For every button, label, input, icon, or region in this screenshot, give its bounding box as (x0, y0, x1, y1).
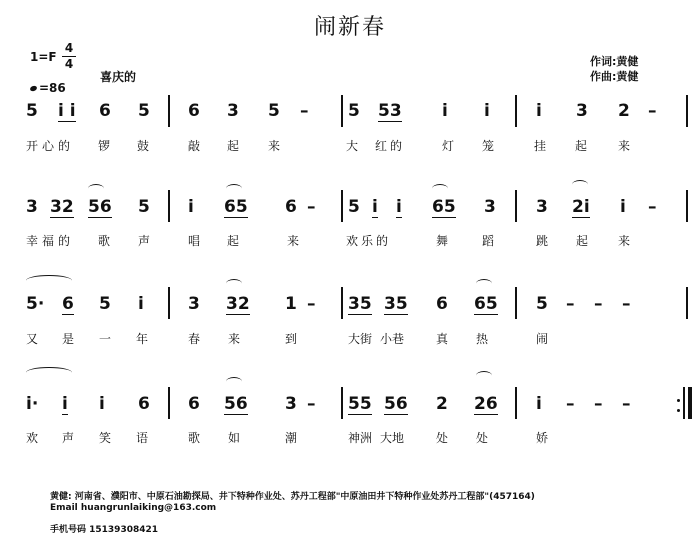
lyric: 如 (228, 431, 241, 445)
final-barline-thick (688, 387, 692, 419)
lyric: 笑 (99, 431, 112, 445)
note: 3 (188, 294, 200, 314)
note: 3 (26, 197, 38, 217)
slur (226, 279, 242, 288)
note: i (442, 101, 448, 121)
final-barline-thin (683, 387, 685, 419)
note: 56 (88, 197, 112, 217)
note: i (188, 197, 194, 217)
expression-marking: 喜庆的 (100, 70, 137, 84)
note: i (99, 394, 105, 414)
repeat-dot (677, 409, 680, 412)
lyric: 起 (575, 139, 588, 153)
note: 5 (348, 197, 360, 217)
barline (341, 387, 343, 419)
dash: – (648, 101, 657, 121)
barline (168, 287, 170, 319)
lyric: 声 (138, 234, 151, 248)
dash: – (594, 294, 603, 314)
lyric: 幸福的 (26, 234, 75, 248)
note: 5 (348, 101, 360, 121)
note: i (484, 101, 490, 121)
dash: – (300, 101, 309, 121)
lyric: 大地 (380, 431, 405, 445)
barline (686, 287, 688, 319)
lyric: 神洲 (348, 431, 373, 445)
lyric: 闹 (536, 332, 549, 346)
lyric: 起 (227, 234, 240, 248)
lyric: 到 (285, 332, 298, 346)
time-signature (62, 42, 76, 71)
lyric: 来 (287, 234, 300, 248)
note: 2 (436, 394, 448, 414)
score-row-3 (0, 283, 700, 373)
lyric: 处 (476, 431, 489, 445)
note: 3 (536, 197, 548, 217)
dash: – (307, 197, 316, 217)
lyric: 跳 (536, 234, 549, 248)
lyric: 唱 (188, 234, 201, 248)
score-row-1 (0, 95, 700, 185)
dash: – (566, 294, 575, 314)
note: 5 (138, 101, 150, 121)
lyric: 年 (136, 332, 149, 346)
lyric: 来 (268, 139, 281, 153)
lyric: 真 (436, 332, 449, 346)
composer-credit: 作曲:黄健 (590, 70, 639, 83)
key-signature: 1=F (30, 50, 57, 64)
lyric: 蹈 (482, 234, 495, 248)
score-row-2 (0, 188, 700, 278)
lyric: 开心的 (26, 139, 75, 153)
barline (515, 287, 517, 319)
barline (168, 95, 170, 127)
note: i (372, 197, 378, 217)
slur (226, 184, 242, 193)
author-phone: 手机号码 15139308421 (50, 525, 159, 535)
dash: – (622, 394, 631, 414)
note: i· (26, 394, 39, 414)
time-top: 4 (64, 41, 74, 55)
lyric: 来 (618, 139, 631, 153)
dash: – (307, 394, 316, 414)
note: 35 (384, 294, 408, 314)
quarter-note-icon (29, 85, 37, 92)
tempo-value: =86 (39, 81, 66, 95)
tempo-marking (30, 81, 66, 95)
note: i i (58, 101, 76, 121)
note: 26 (474, 394, 498, 414)
note: 5 (268, 101, 280, 121)
note: 6 (62, 294, 74, 314)
author-email: Email huangrunlaiking@163.com (50, 503, 217, 513)
note: 53 (378, 101, 402, 121)
dash: – (566, 394, 575, 414)
note: 6 (188, 101, 200, 121)
note: 6 (285, 197, 297, 217)
barline (341, 287, 343, 319)
barline (686, 95, 688, 127)
barline (341, 95, 343, 127)
lyric: 红的 (375, 139, 406, 153)
lyric: 歌 (188, 431, 201, 445)
note: 55 (348, 394, 372, 414)
lyric: 起 (576, 234, 589, 248)
note: 56 (384, 394, 408, 414)
slur (476, 371, 492, 380)
lyric: 是 (62, 332, 75, 346)
note: i (536, 394, 542, 414)
song-title: 闹新春 (313, 15, 386, 40)
lyric: 大街 (348, 332, 373, 346)
lyric: 舞 (436, 234, 449, 248)
lyric: 来 (618, 234, 631, 248)
note: 3 (227, 101, 239, 121)
slur (572, 180, 588, 189)
note: 6 (436, 294, 448, 314)
slur (476, 279, 492, 288)
barline (686, 190, 688, 222)
note: 5 (99, 294, 111, 314)
slur (88, 184, 104, 193)
slur (226, 377, 242, 386)
lyric: 敲 (188, 139, 201, 153)
lyric: 欢乐的 (346, 234, 392, 248)
note: 35 (348, 294, 372, 314)
lyric: 潮 (285, 431, 298, 445)
note: i (536, 101, 542, 121)
lyric: 锣 (98, 139, 111, 153)
time-bottom: 4 (64, 57, 74, 71)
lyric: 鼓 (137, 139, 150, 153)
note: 2 (618, 101, 630, 121)
barline (168, 190, 170, 222)
lyricist-credit: 作词:黄健 (590, 55, 639, 68)
slur (26, 275, 72, 286)
note: i (138, 294, 144, 314)
score-row-4 (0, 373, 700, 463)
note: 5 (536, 294, 548, 314)
note: 32 (50, 197, 74, 217)
lyric: 小巷 (380, 332, 405, 346)
barline (168, 387, 170, 419)
lyric: 来 (228, 332, 241, 346)
lyric: 春 (188, 332, 201, 346)
note: 3 (484, 197, 496, 217)
repeat-dot (677, 399, 680, 402)
dash: – (622, 294, 631, 314)
slur (432, 184, 448, 193)
barline (515, 190, 517, 222)
note: 32 (226, 294, 250, 314)
dash: – (648, 197, 657, 217)
lyric: 处 (436, 431, 449, 445)
dash: – (594, 394, 603, 414)
note: 3 (285, 394, 297, 414)
lyric: 又 (26, 332, 39, 346)
note: 1 (285, 294, 297, 314)
note: 2i (572, 197, 590, 217)
note: 5 (26, 101, 38, 121)
dash: – (307, 294, 316, 314)
lyric: 欢 (26, 431, 39, 445)
slur (26, 367, 72, 378)
note: 65 (224, 197, 248, 217)
note: 3 (576, 101, 588, 121)
lyric: 娇 (536, 431, 549, 445)
lyric: 灯 (442, 139, 455, 153)
barline (341, 190, 343, 222)
note: 5· (26, 294, 45, 314)
note: i (62, 394, 68, 414)
note: 65 (432, 197, 456, 217)
barline (515, 95, 517, 127)
note: 65 (474, 294, 498, 314)
note: i (620, 197, 626, 217)
lyric: 一 (99, 332, 112, 346)
note: 6 (138, 394, 150, 414)
author-address: 黄健: 河南省、濮阳市、中原石油勘探局、井下特种作业处、苏丹工程部"中原油田井下特种作业处苏丹工程部"(457164) (50, 492, 535, 502)
lyric: 热 (476, 332, 489, 346)
lyric: 语 (136, 431, 149, 445)
note: 6 (188, 394, 200, 414)
lyric: 声 (62, 431, 75, 445)
lyric: 笼 (482, 139, 495, 153)
note: 6 (99, 101, 111, 121)
barline (515, 387, 517, 419)
lyric: 挂 (534, 139, 547, 153)
lyric: 起 (227, 139, 240, 153)
lyric: 歌 (98, 234, 111, 248)
note: 5 (138, 197, 150, 217)
lyric: 大 (346, 139, 359, 153)
note: 56 (224, 394, 248, 414)
note: i (396, 197, 402, 217)
